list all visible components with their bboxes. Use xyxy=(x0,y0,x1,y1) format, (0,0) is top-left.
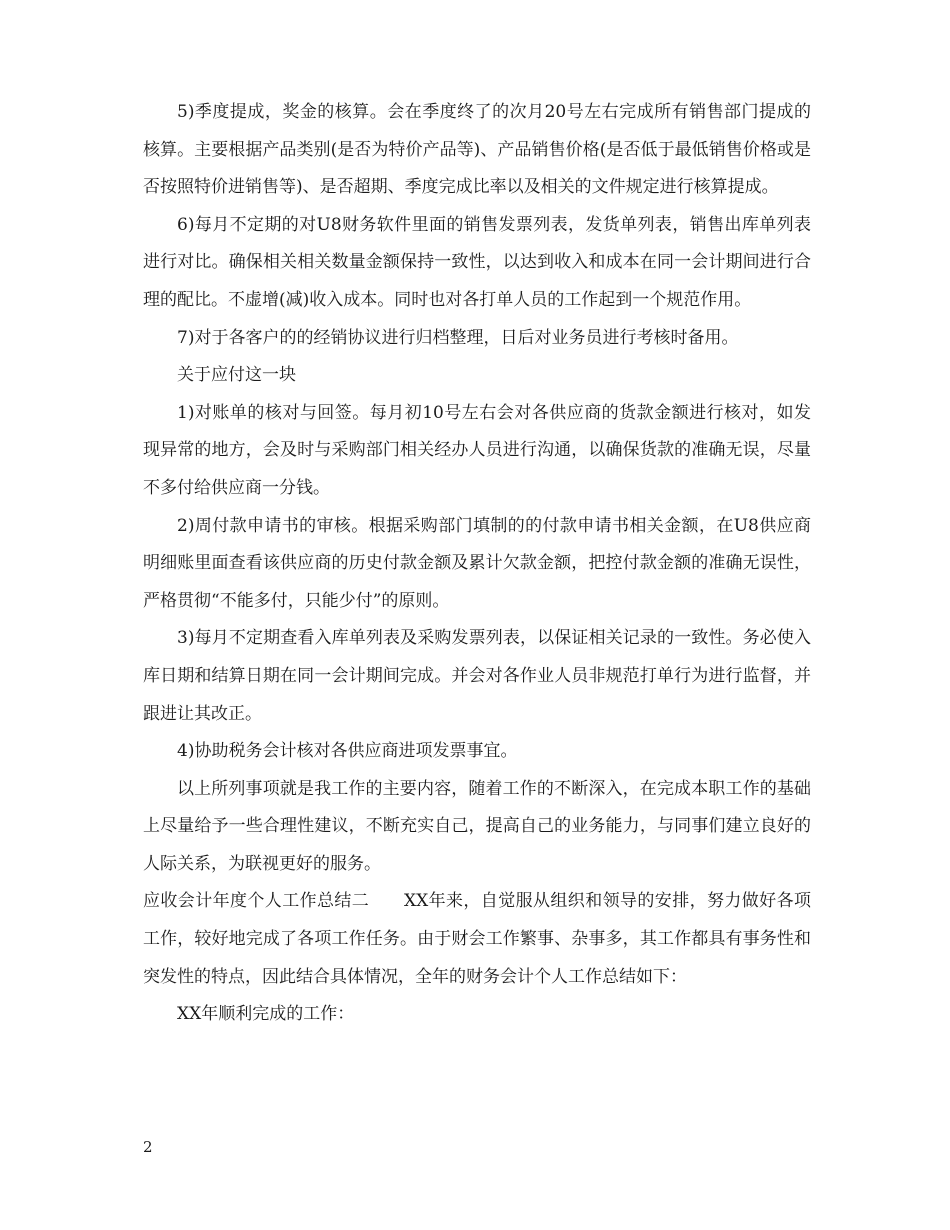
paragraph-11: XX年顺利完成的工作： xyxy=(177,1004,355,1025)
paragraph-6: 2)周付款申请书的审核。根据采购部门填制的的付款申请书相关金额，在U8供应商明细账里面查看该供应商的历史付款金额及累计欠款金额，把控付款金额的准确无误性，严格贯彻“不能多付，只能少付”的原则。 xyxy=(143,515,811,611)
page-number: 2 xyxy=(143,1138,153,1156)
section-heading-payables: 关于应付这一块 xyxy=(177,365,296,386)
paragraph-2: 6)每月不定期的对U8财务软件里面的销售发票列表，发货单列表，销售出库单列表进行对比。确保相关相关数量金额保持一致性，以达到收入和成本在同一会计期间进行合理的配比。不虚增(减)收入成本。同时也对各打单人员的工作起到一个规范作用。 xyxy=(143,214,811,310)
paragraph-3: 7)对于各客户的的经销协议进行归档整理，日后对业务员进行考核时备用。 xyxy=(177,327,739,348)
paragraph-1: 5)季度提成，奖金的核算。会在季度终了的次月20号左右完成所有销售部门提成的核算。主要根据产品类别(是否为特价产品等)、产品销售价格(是否低于最低销售价格或是否按照特价进销售等)、是否超期、季度完成比率以及相关的文件规定进行核算提成。 xyxy=(143,102,811,198)
paragraph-7: 3)每月不定期查看入库单列表及采购发票列表，以保证相关记录的一致性。务必使入库日期和结算日期在同一会计期间完成。并会对各作业人员非规范打单行为进行监督，并跟进让其改正。 xyxy=(143,628,811,724)
document-body xyxy=(143,94,811,1034)
paragraph-5: 1)对账单的核对与回签。每月初10号左右会对各供应商的货款金额进行核对，如发现异常的地方，会及时与采购部门相关经办人员进行沟通，以确保货款的准确无误，尽量不多付给供应商一分钱。 xyxy=(143,402,811,498)
paragraph-8: 4)协助税务会计核对各供应商进项发票事宜。 xyxy=(177,741,518,762)
paragraph-10: 应收会计年度个人工作总结二 XX年来，自觉服从组织和领导的安排，努力做好各项工作，较好地完成了各项工作任务。由于财会工作繁事、杂事多，其工作都具有事务性和突发性的特点，因此结合具体情况，全年的财务会计个人工作总结如下： xyxy=(143,891,811,987)
paragraph-9: 以上所列事项就是我工作的主要内容，随着工作的不断深入，在完成本职工作的基础上尽量给予一些合理性建议，不断充实自己，提高自己的业务能力，与同事们建立良好的人际关系，为联视更好的服务。 xyxy=(143,778,811,874)
